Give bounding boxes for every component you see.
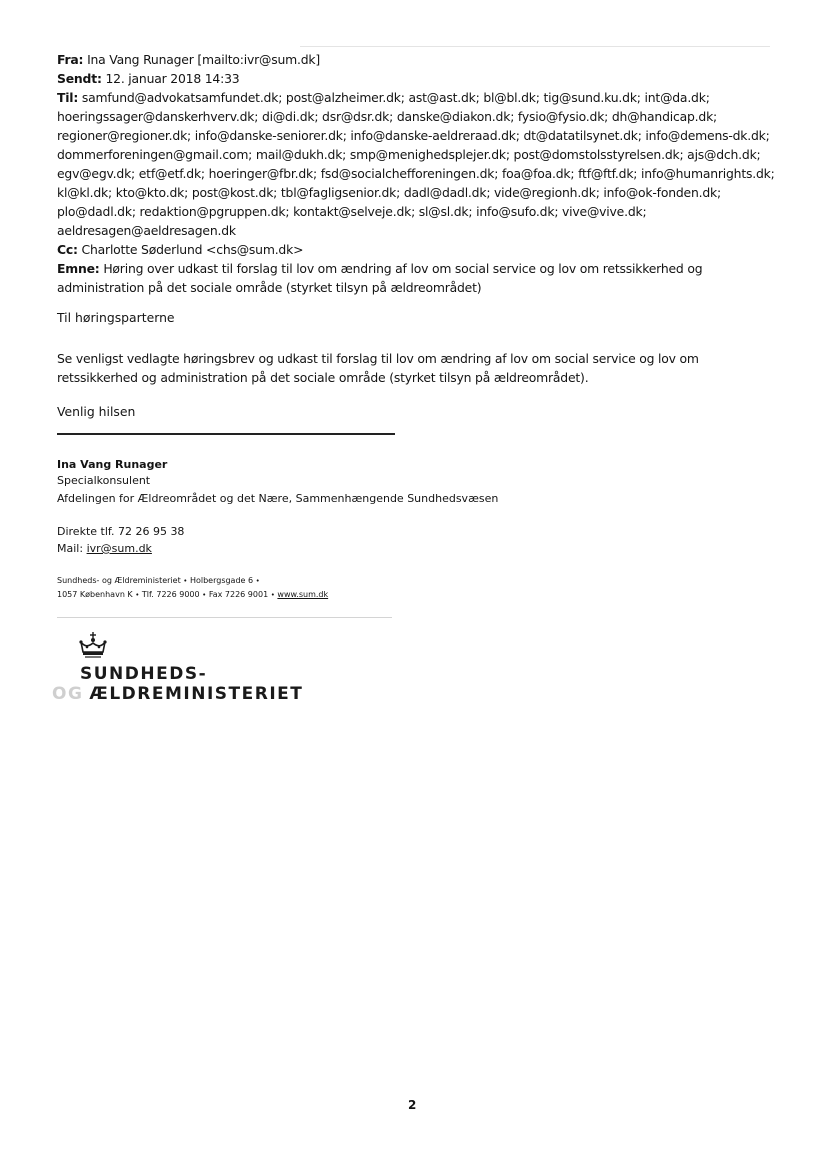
logo-line-1: SUNDHEDS- [80,664,208,684]
subject-field [57,259,777,297]
logo-line-2 [52,684,303,704]
sent-value: 12. januar 2018 14:33 [105,71,240,86]
signature-divider [57,433,395,435]
message-body: Se venligst vedlagte høringsbrev og udkast til forslag til lov om ændring af lov om social service og lov om retssikkerhed og administration på det sociale område (styrket tilsyn på ældreområdet). [57,351,699,385]
cc-label: Cc: [57,242,78,257]
from-value: Ina Vang Runager [mailto:ivr@sum.dk] [87,52,320,67]
scan-artifact-rule [300,46,770,47]
email-header [57,50,777,297]
cc-value: Charlotte Søderlund <chs@sum.dk> [81,242,304,257]
sent-label: Sendt: [57,71,102,86]
to-label: Til: [57,90,79,105]
signature-title: Specialkonsulent [57,474,151,487]
fax: Fax 7226 9001 [208,590,269,599]
subject-label: Emne: [57,261,100,276]
bullet-icon: • [255,577,260,585]
subject-value: Høring over udkast til forslag til lov om ændring af lov om social service og lov om retssikkerhed og administration på det sociale område (styrket tilsyn på ældreområdet) [57,261,703,295]
mail-label: Mail: [57,542,84,555]
bullet-icon: • [270,591,275,599]
cc-field [57,240,777,259]
to-field [57,88,777,240]
ministry-name: Sundheds- og Ældreministeriet [57,576,181,585]
address-block [57,574,328,602]
signature-name: Ina Vang Runager [57,458,168,471]
sent-field [57,69,777,88]
address-divider [57,617,392,618]
address-line-2 [57,588,328,602]
tel: Tlf. 7226 9000 [141,590,200,599]
bullet-icon: • [135,591,140,599]
greeting: Til høringsparterne [57,310,175,325]
street-address: Holbergsgade 6 [189,576,254,585]
website-link[interactable]: www.sum.dk [277,590,329,599]
mail-link[interactable]: ivr@sum.dk [86,542,152,555]
logo-og: OG [52,684,84,704]
to-value: samfund@advokatsamfundet.dk; post@alzheimer.dk; ast@ast.dk; bl@bl.dk; tig@sund.ku.dk; int@da.dk; hoeringssager@danskerhverv.dk; di@di.dk; dsr@dsr.dk; danske@diakon.dk; fysio@fysio.dk; dh@handicap.dk; regioner@regioner.dk; info@danske-seniorer.dk; info@danske-aeldreraad.dk; dt@datatilsynet.dk; info@demens-dk.dk; dommerforeningen@gmail.com; mail@dukh.dk; smp@menighedsplejer.dk; post@domstolsstyrelsen.dk; ajs@dch.dk; egv@egv.dk; etf@etf.dk; hoeringer@fbr.dk; fsd@socialchefforeningen.dk; foa@foa.dk; ftf@ftf.dk; info@humanrights.dk; kl@kl.dk; kto@kto.dk; post@kost.dk; tbl@fagligsenior.dk; dadl@dadl.dk; vide@regionh.dk; info@ok-fonden.dk; plo@dadl.dk; redaktion@pgruppen.dk; kontakt@selveje.dk; sl@sl.dk; info@sufo.dk; vive@vive.dk; aeldresagen@aeldresagen.dk [57,90,775,238]
signature-phone: Direkte tlf. 72 26 95 38 [57,525,185,538]
signature-mail [57,542,152,555]
from-label: Fra: [57,52,84,67]
from-field [57,50,777,69]
crown-icon [78,632,108,658]
address-line-1 [57,574,328,588]
bullet-icon: • [183,577,188,585]
closing: Venlig hilsen [57,404,136,419]
bullet-icon: • [202,591,207,599]
logo-ministry: ÆLDREMINISTERIET [89,684,304,704]
city: 1057 København K [57,590,133,599]
page-number: 2 [408,1098,417,1112]
signature-department: Afdelingen for Ældreområdet og det Nære, Sammenhængende Sundhedsvæsen [57,492,499,505]
